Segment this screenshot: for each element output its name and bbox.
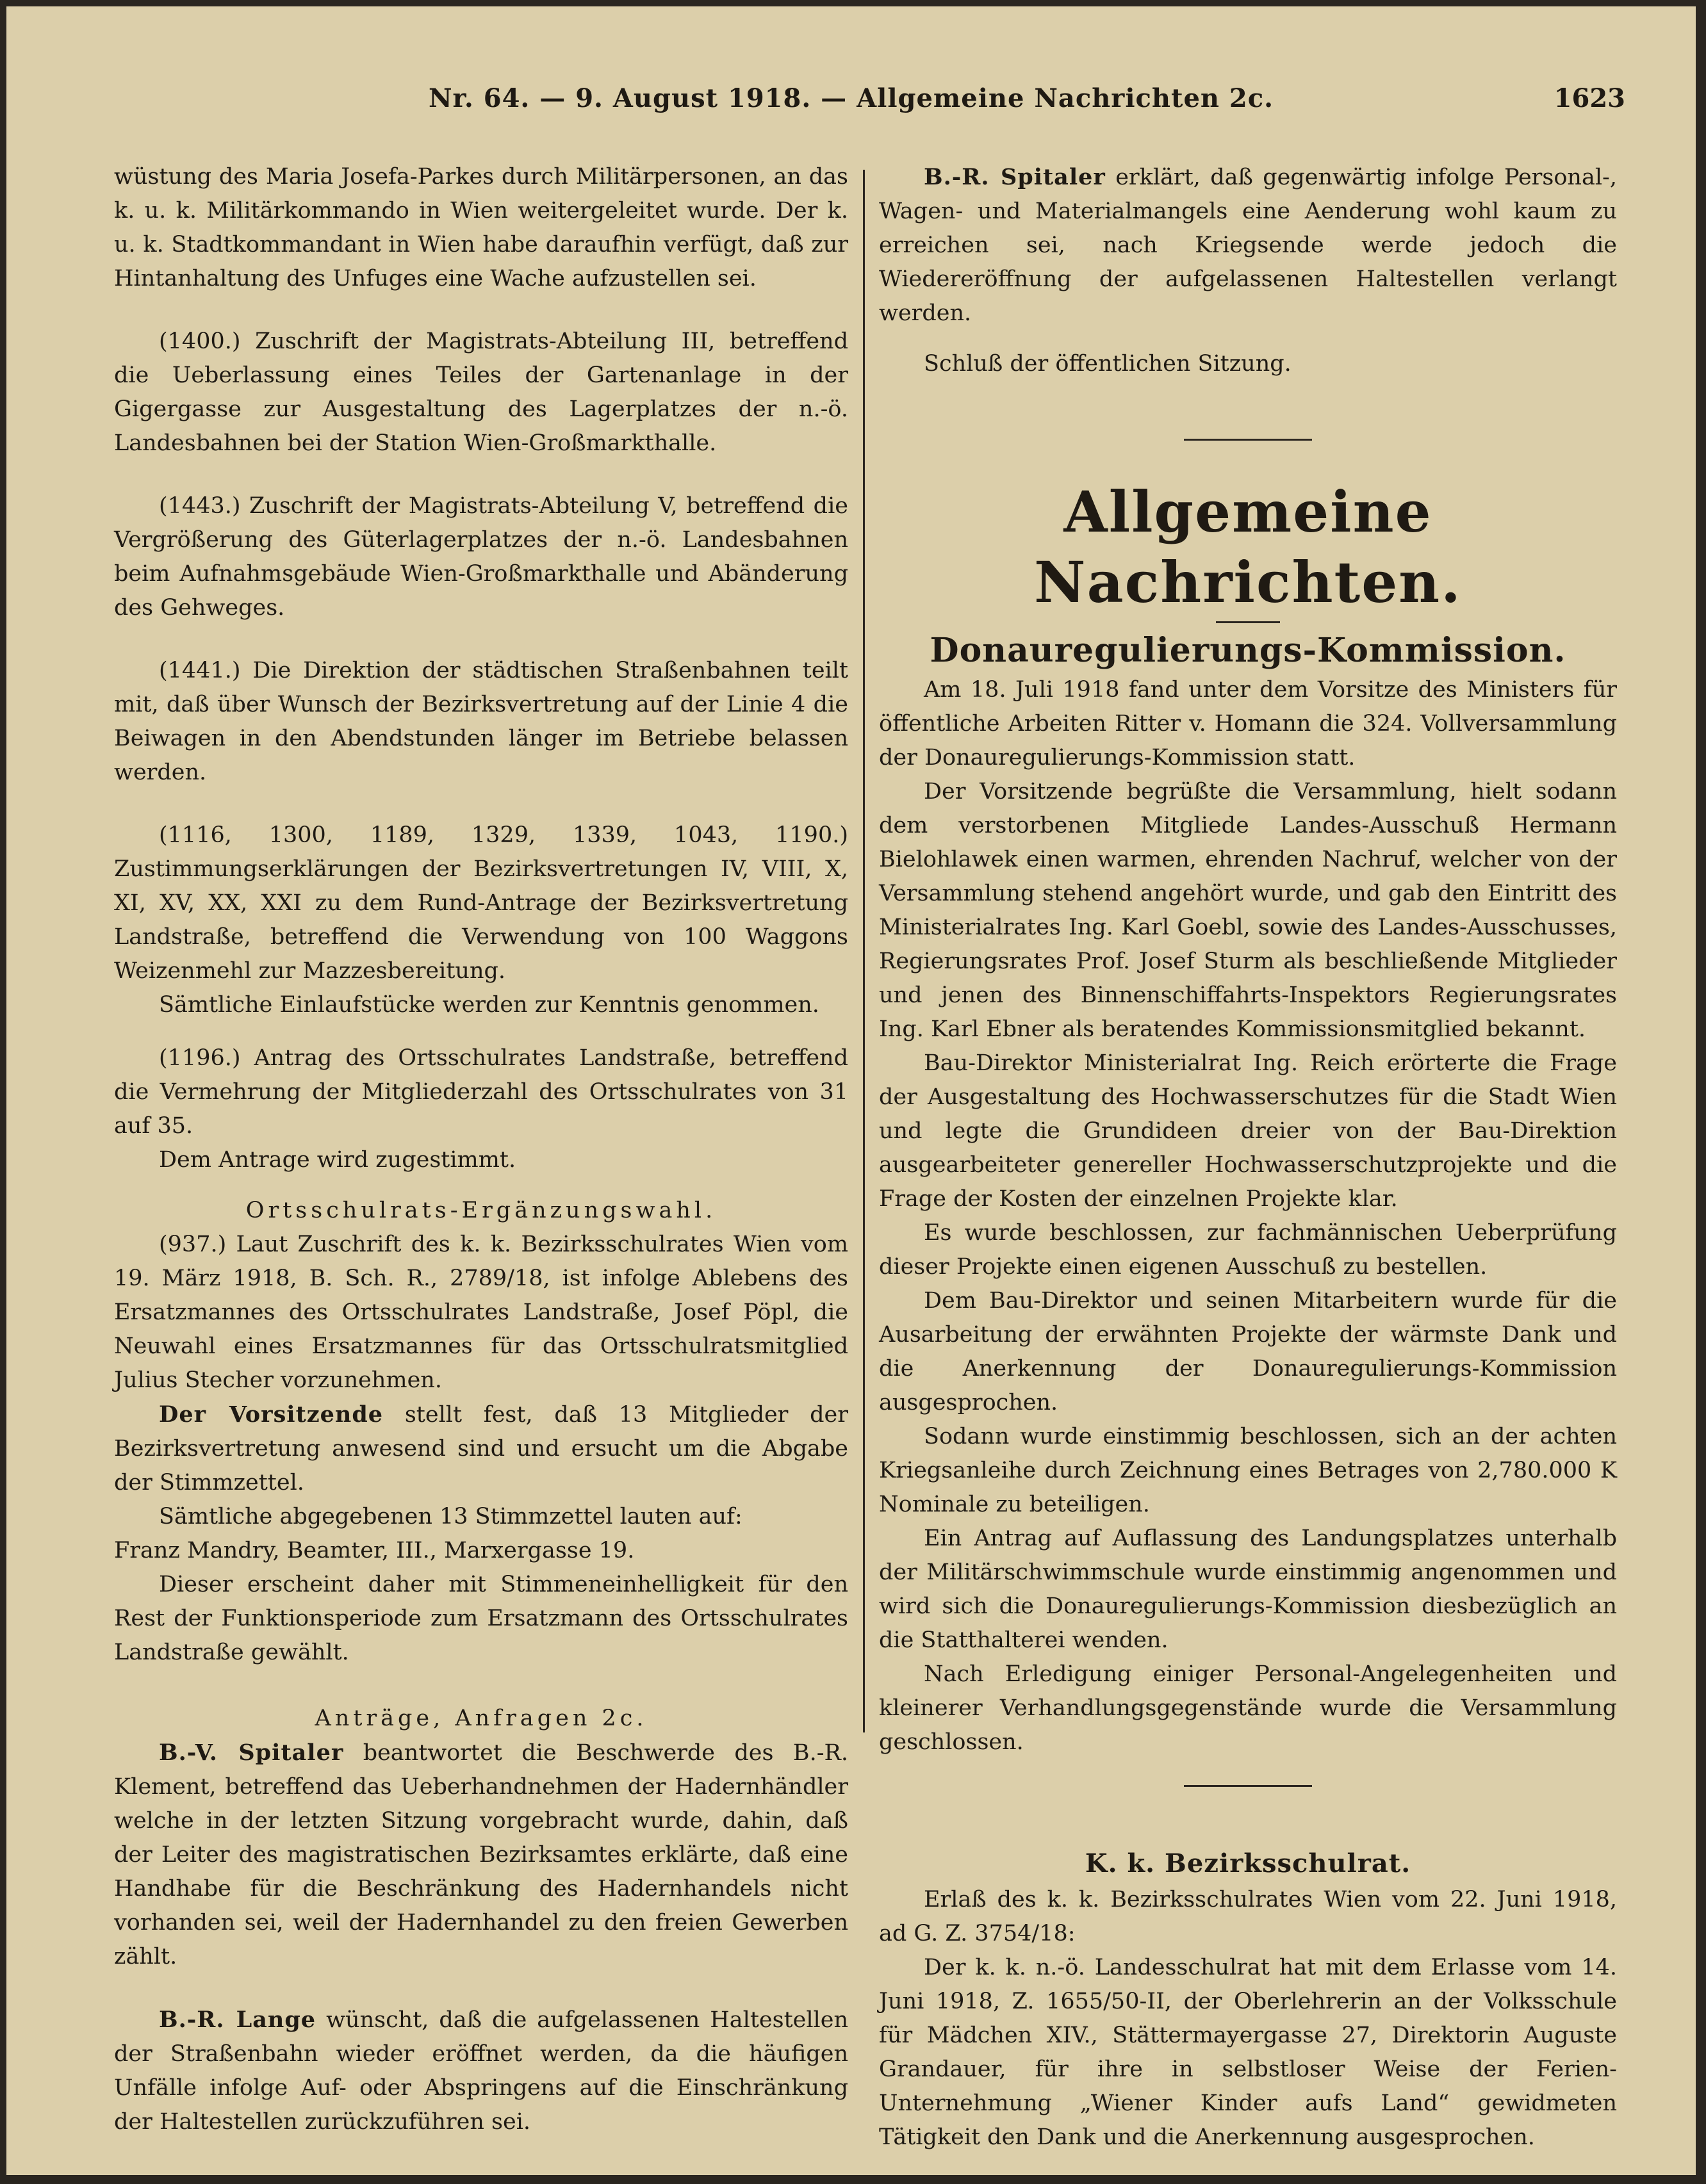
paragraph: (1116, 1300, 1189, 1329, 1339, 1043, 1190.) Zustimmungserklärungen der Bezirksvertretungen IV, VIII, X, XI, XV, XX, XXI zu dem Rund-Antrage der Bezirksvertretung Landstraße, betreffend die Verwendung von 100 Waggons Weizenmehl zur Mazzesbereitung. xyxy=(114,822,848,984)
paragraph: (1196.) Antrag des Ortsschulrates Landstraße, betreffend die Vermehrung der Mitgliederzahl des Ortsschulrates von 31 auf 35. xyxy=(114,1045,848,1139)
paragraph: wüstung des Maria Josefa-Parkes durch Militärpersonen, an das k. u. k. Militärkommando in Wien weitergeleitet wurde. Der k. u. k. Stadtkommandant in Wien habe daraufhin verfügt, daß zur Hintanhaltung des Unfuges eine Wache aufzustellen sei. xyxy=(114,164,848,291)
paragraph xyxy=(114,1398,848,1500)
paragraph: Sodann wurde einstimmig beschlossen, sich an der achten Kriegsanleihe durch Zeichnung eines Betrages von 2,780.000 K Nominale zu beteiligen. xyxy=(879,1424,1617,1517)
paragraph xyxy=(114,1736,848,1974)
speaker-name: Der Vorsitzende xyxy=(159,1401,384,1428)
paragraph: Erlaß des k. k. Bezirksschulrates Wien vom 22. Juni 1918, ad G. Z. 3754/18: xyxy=(879,1887,1617,1946)
paragraph xyxy=(114,2003,848,2139)
column-divider xyxy=(863,170,865,1732)
section-title: K. k. Bezirksschulrat. xyxy=(1085,1848,1411,1878)
speaker-name: B.-V. Spitaler xyxy=(159,1740,344,1766)
paragraph: Sämtliche abgegebenen 13 Stimmzettel lauten auf: xyxy=(159,1504,742,1529)
speaker-name: B.-R. Lange xyxy=(159,2007,316,2033)
divider xyxy=(1184,439,1312,441)
right-column xyxy=(879,160,1617,2155)
left-column xyxy=(114,160,848,2139)
paragraph-text: erklärt, daß gegenwärtig infolge Personal-, Wagen- und Materialmangels eine Aenderung wohl kaum zu erreichen sei, nach Kriegsende werde jedoch die Wiedereröffnung der aufgelassenen Haltestellen verlangt werden. xyxy=(879,165,1617,326)
paragraph-text: stellt fest, daß 13 Mitglieder der Bezirksvertretung anwesend sind und ersucht um die Abgabe der Stimmzettel. xyxy=(114,1402,848,1495)
paragraph-text: wünscht, daß die aufgelassenen Haltestellen der Straßenbahn wieder eröffnet werden, da die häufigen Unfälle infolge Auf- oder Abspringens auf die Einschränkung der Haltestellen zurückzuführen sei. xyxy=(114,2007,849,2135)
paragraph: (937.) Laut Zuschrift des k. k. Bezirksschulrates Wien vom 19. März 1918, B. Sch. R., 2789/18, ist infolge Ablebens des Ersatzmannes des Ortsschulrates Landstraße, Josef Pöpl, die Neuwahl eines Ersatzmannes für das Ortsschulratsmitglied Julius Stecher vorzunehmen. xyxy=(114,1232,848,1393)
paragraph-text: beantwortet die Beschwerde des B.-R. Klement, betreffend das Ueberhandnehmen der Hadernhändler welche in der letzten Sitzung vorgebracht wurde, dahin, daß der Leiter des magistratischen Bezirksamtes erklärte, daß eine Handhabe für die Beschränkung des Hadernhandels nicht vorhanden sei, weil der Hadernhandel zu den freien Gewerben zählt. xyxy=(114,1740,848,1969)
paragraph: Am 18. Juli 1918 fand unter dem Vorsitze des Ministers für öffentliche Arbeiten Ritter v. Homann die 324. Vollversammlung der Donauregulierungs-Kommission statt. xyxy=(879,677,1617,770)
paragraph: Dieser erscheint daher mit Stimmeneinhelligkeit für den Rest der Funktionsperiode zum Ersatzmann des Ortsschulrates Landstraße gewählt. xyxy=(114,1572,848,1665)
page-number: 1623 xyxy=(1554,83,1625,113)
section-heading: Ortsschulrats-Ergänzungswahl. xyxy=(245,1198,717,1223)
page-header xyxy=(83,78,1625,123)
paragraph: Dem Bau-Direktor und seinen Mitarbeitern wurde für die Ausarbeitung der erwähnten Projekte der wärmste Dank und die Anerkennung der Donauregulierungs-Kommission ausgesprochen. xyxy=(879,1288,1617,1415)
paragraph: Ein Antrag auf Auflassung des Landungsplatzes unterhalb der Militärschwimmschule wurde einstimmig angenommen und wird sich die Donauregulierungs-Kommission diesbezüglich an die Statthalterei wenden. xyxy=(879,1526,1617,1653)
divider xyxy=(1216,621,1280,623)
paragraph: Schluß der öffentlichen Sitzung. xyxy=(924,351,1292,377)
paragraph xyxy=(879,160,1617,330)
paragraph: (1400.) Zuschrift der Magistrats-Abteilung III, betreffend die Ueberlassung eines Teiles der Gartenanlage in der Gigergasse zur Ausgestaltung des Lagerplatzes der n.-ö. Landesbahnen bei der Station Wien-Großmarkthalle. xyxy=(114,329,848,456)
paragraph: Es wurde beschlossen, zur fachmännischen Ueberprüfung dieser Projekte einen eigenen Ausschuß zu bestellen. xyxy=(879,1220,1617,1280)
section-title: Allgemeine Nachrichten. xyxy=(1034,478,1462,615)
paragraph: Sämtliche Einlaufstücke werden zur Kenntnis genommen. xyxy=(159,992,819,1018)
paragraph: Franz Mandry, Beamter, III., Marxergasse 19. xyxy=(114,1538,635,1563)
paragraph: (1441.) Die Direktion der städtischen Straßenbahnen teilt mit, daß über Wunsch der Bezirksvertretung auf der Linie 4 die Beiwagen in den Abendstunden länger im Betriebe belassen werden. xyxy=(114,658,848,785)
paragraph: (1443.) Zuschrift der Magistrats-Abteilung V, betreffend die Vergrößerung des Güterlagerplatzes der n.-ö. Landesbahnen beim Aufnahmsgebäude Wien-Großmarkthalle und Abänderung des Gehweges. xyxy=(114,493,848,621)
subsection-title: Donauregulierungs-Kommission. xyxy=(930,631,1566,670)
paragraph: Der k. k. n.-ö. Landesschulrat hat mit dem Erlasse vom 14. Juni 1918, Z. 1655/50-II, der Oberlehrerin an der Volksschule für Mädchen XIV., Stättermayergasse 27, Direktorin Auguste Grandauer, für ihre in selbstloser Weise der Ferien-Unternehmung „Wiener Kinder aufs Land“ gewidmeten Tätigkeit den Dank und die Anerkennung ausgesprochen. xyxy=(879,1955,1617,2150)
paragraph: Der Vorsitzende begrüßte die Versammlung, hielt sodann dem verstorbenen Mitgliede Landes-Ausschuß Hermann Bielohlawek einen warmen, ehrenden Nachruf, welcher von der Versammlung stehend angehört wurde, und gab den Eintritt des Ministerialrates Ing. Karl Goebl, sowie des Landes-Ausschusses, Regierungsrates Prof. Josef Sturm als beschließende Mitglieder und jenen des Binnenschiffahrts-Inspektors Regierungsrates Ing. Karl Ebner als beratendes Kommissionsmitglied bekannt. xyxy=(879,779,1617,1042)
speaker-name: B.-R. Spitaler xyxy=(924,164,1106,190)
paragraph: Nach Erledigung einiger Personal-Angelegenheiten und kleinerer Verhandlungsgegenstände wurde die Versammlung geschlossen. xyxy=(879,1661,1617,1755)
paragraph: Bau-Direktor Ministerialrat Ing. Reich erörterte die Frage der Ausgestaltung des Hochwasserschutzes für die Stadt Wien und legte die Grundideen dreier von der Bau-Direktion ausgearbeiteter genereller Hochwasserschutzprojekte und die Frage der Kosten der einzelnen Projekte klar. xyxy=(879,1050,1617,1212)
divider xyxy=(1184,1785,1312,1787)
running-title: Nr. 64. — 9. August 1918. — Allgemeine Nachrichten 2c. xyxy=(428,83,1274,113)
section-heading: Anträge, Anfragen 2c. xyxy=(315,1706,648,1731)
paragraph: Dem Antrage wird zugestimmt. xyxy=(159,1147,516,1173)
